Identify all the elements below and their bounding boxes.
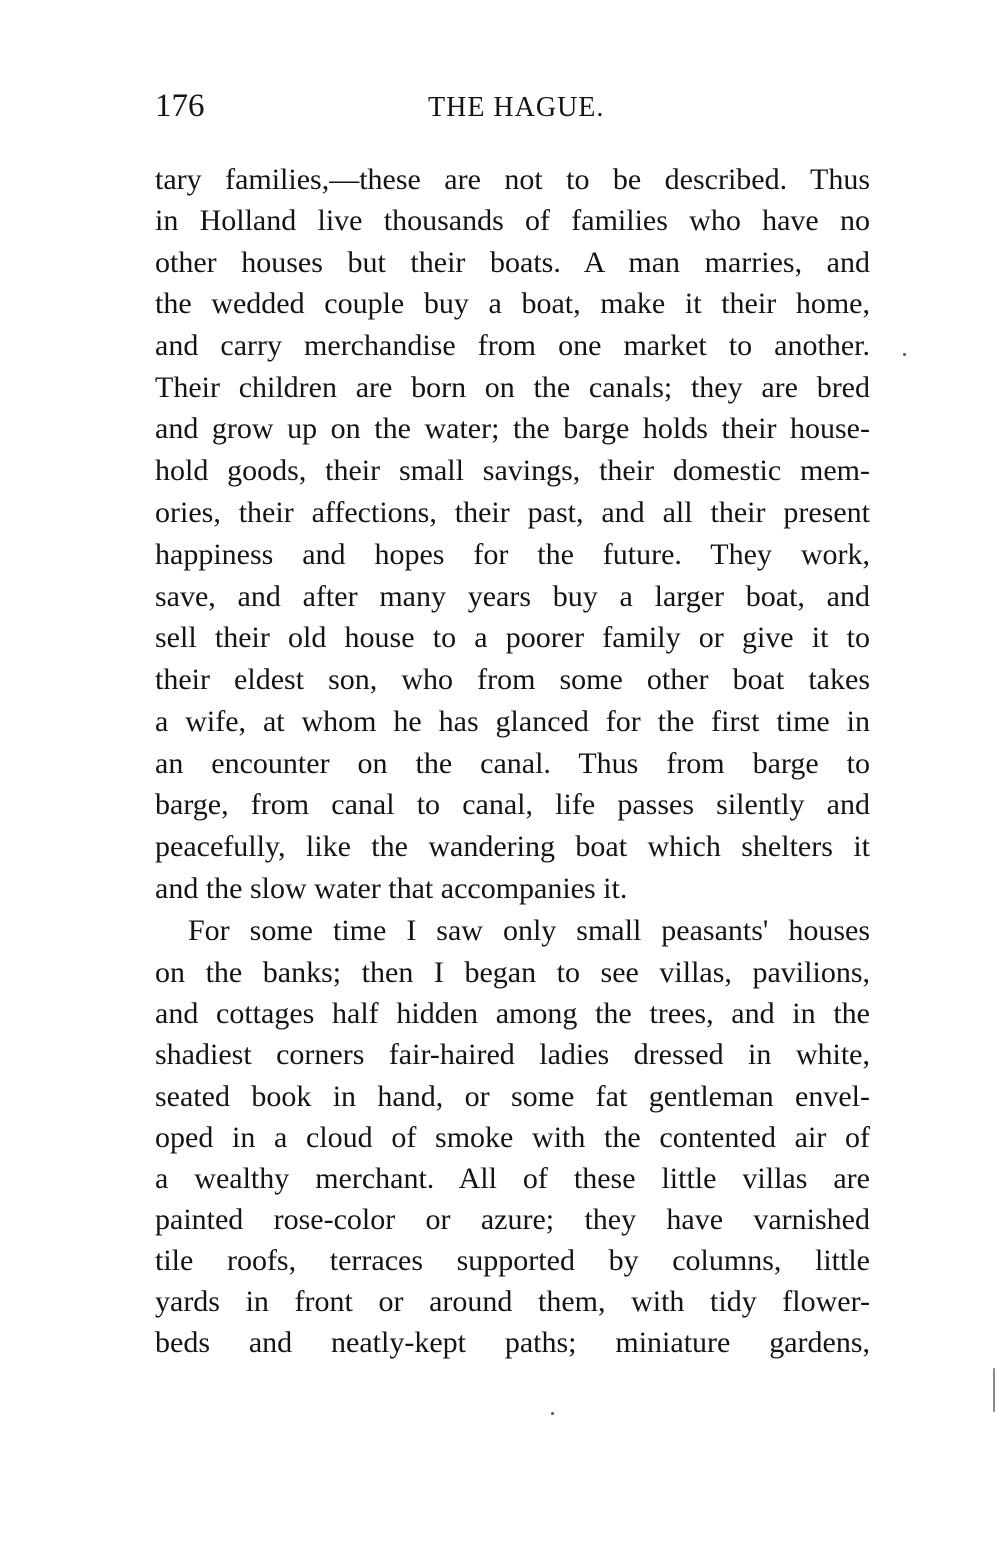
text-line: happiness and hopes for the future. They work, — [155, 538, 870, 571]
text-line: painted rose-color or azure; they have varnished — [155, 1203, 870, 1236]
text-line: For some time I saw only small peasants' houses — [188, 914, 870, 947]
text-line: a wife, at whom he has glanced for the first time in — [155, 705, 870, 738]
text-line: their eldest son, who from some other boat takes — [155, 663, 870, 696]
text-line: shadiest corners fair-haired ladies dressed in white, — [155, 1038, 870, 1071]
text-line: save, and after many years buy a larger boat, and — [155, 580, 870, 613]
text-line: an encounter on the canal. Thus from barge to — [155, 747, 870, 780]
text-line: seated book in hand, or some fat gentleman envel- — [155, 1080, 870, 1113]
running-head: THE HAGUE. — [428, 92, 605, 123]
text-line: the wedded couple buy a boat, make it their home, — [155, 287, 870, 320]
text-line: tary families,—these are not to be described. Thus — [155, 163, 870, 196]
text-line: peacefully, like the wandering boat which shelters it — [155, 830, 870, 863]
text-line: other houses but their boats. A man marries, and — [155, 246, 870, 279]
text-line: beds and neatly-kept paths; miniature gardens, — [155, 1326, 870, 1359]
text-line: sell their old house to a poorer family or give it to — [155, 621, 870, 654]
text-line: on the banks; then I began to see villas, pavilions, — [155, 956, 870, 989]
text-line: in Holland live thousands of families who have no — [155, 204, 870, 237]
text-line: and carry merchandise from one market to another. — [155, 329, 870, 362]
page-number: 176 — [155, 88, 205, 124]
text-line: yards in front or around them, with tidy flower- — [155, 1285, 870, 1318]
text-line: and cottages half hidden among the trees, and in the — [155, 997, 870, 1030]
text-line: and grow up on the water; the barge holds their house- — [155, 412, 870, 445]
text-line: and the slow water that accompanies it. — [155, 872, 628, 905]
text-line: hold goods, their small savings, their domestic mem- — [155, 454, 870, 487]
text-line: oped in a cloud of smoke with the contented air of — [155, 1121, 870, 1154]
text-line: barge, from canal to canal, life passes silently and — [155, 788, 870, 821]
text-line: a wealthy merchant. All of these little villas are — [155, 1162, 870, 1195]
text-line: tile roofs, terraces supported by columns, little — [155, 1244, 870, 1277]
scan-speck — [903, 353, 906, 356]
scan-speck — [993, 1368, 995, 1412]
scan-speck — [551, 1412, 554, 1415]
text-line: Their children are born on the canals; they are bred — [155, 371, 870, 404]
text-line: ories, their affections, their past, and all their present — [155, 496, 870, 529]
